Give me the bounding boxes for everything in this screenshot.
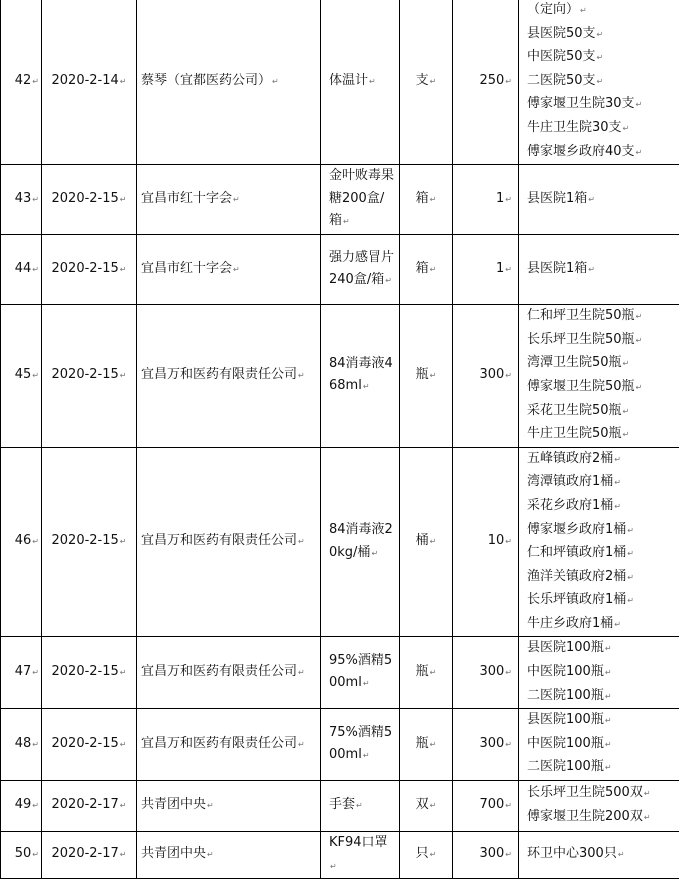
row-number-cell xyxy=(1,165,42,235)
item-unit-cell xyxy=(400,305,453,448)
item-quantity: 300 xyxy=(479,367,504,382)
item-quantity: 700 xyxy=(479,797,504,812)
item-quantity: 250 xyxy=(479,73,504,88)
return-mark: ↵ xyxy=(605,692,612,701)
destination-line xyxy=(527,471,677,495)
item-name-cell xyxy=(321,781,400,832)
item-quantity: 1 xyxy=(496,191,504,206)
donation-date-cell xyxy=(42,447,137,637)
destination-line xyxy=(527,613,677,637)
return-mark: ↵ xyxy=(636,312,643,321)
destination-line xyxy=(527,495,677,519)
return-mark: ↵ xyxy=(505,850,512,859)
return-mark: ↵ xyxy=(32,801,39,810)
return-mark: ↵ xyxy=(298,740,305,749)
row-number: 42 xyxy=(15,73,32,88)
return-mark: ↵ xyxy=(505,371,512,380)
destination-line xyxy=(527,733,677,757)
destination-cell xyxy=(519,832,679,879)
item-quantity-cell xyxy=(453,305,519,448)
return-mark: ↵ xyxy=(623,407,630,416)
donor-name: 蔡琴（宜都医药公司） xyxy=(141,73,271,88)
row-number-cell xyxy=(1,235,42,305)
item-name-cell xyxy=(321,235,400,305)
destination-cell xyxy=(519,0,679,165)
item-unit-cell xyxy=(400,637,453,709)
destination-text: 牛庄乡政府1桶 xyxy=(527,616,613,631)
return-mark: ↵ xyxy=(636,336,643,345)
donation-date-cell xyxy=(42,0,137,165)
donation-date-cell xyxy=(42,637,137,709)
item-quantity-cell xyxy=(453,447,519,637)
destination-line xyxy=(527,519,677,543)
destination-line xyxy=(527,423,677,447)
destination-line xyxy=(527,843,677,867)
item-quantity: 300 xyxy=(479,736,504,751)
donor-name: 宜昌万和医药有限责任公司 xyxy=(141,736,297,751)
return-mark: ↵ xyxy=(430,740,437,749)
return-mark: ↵ xyxy=(505,801,512,810)
item-unit-cell xyxy=(400,447,453,637)
destination-text: 中医院100瓶 xyxy=(527,736,604,751)
destination-text: 湾潭镇政府1桶 xyxy=(527,474,613,489)
donation-date: 2020-2-17 xyxy=(52,797,119,812)
return-mark: ↵ xyxy=(627,549,634,558)
item-name: 84消毒液468ml xyxy=(329,356,393,394)
item-unit-cell xyxy=(400,165,453,235)
destination-text: 县医院1箱 xyxy=(527,191,587,206)
return-mark: ↵ xyxy=(120,265,127,274)
return-mark: ↵ xyxy=(623,430,630,439)
destination-line xyxy=(527,806,677,830)
return-mark: ↵ xyxy=(505,195,512,204)
table-row xyxy=(1,447,679,637)
return-mark: ↵ xyxy=(298,537,305,546)
item-unit-cell xyxy=(400,781,453,832)
row-number: 45 xyxy=(15,367,32,382)
item-quantity-cell xyxy=(453,235,519,305)
destination-text: 渔洋关镇政府2桶 xyxy=(527,569,626,584)
item-name: 75%酒精500ml xyxy=(329,725,392,763)
return-mark: ↵ xyxy=(32,371,39,380)
item-name-cell xyxy=(321,832,400,879)
destination-line xyxy=(527,756,677,780)
destination-text: 县医院100瓶 xyxy=(527,712,604,727)
destination-text: 傅家堰卫生院30支 xyxy=(527,96,635,111)
destination-text: 湾潭卫生院50瓶 xyxy=(527,355,622,370)
return-mark: ↵ xyxy=(605,740,612,749)
donation-date: 2020-2-15 xyxy=(52,533,119,548)
row-number: 43 xyxy=(15,191,32,206)
return-mark: ↵ xyxy=(207,801,214,810)
destination-line xyxy=(527,637,677,661)
return-mark: ↵ xyxy=(430,195,437,204)
return-mark: ↵ xyxy=(207,850,214,859)
donation-date-cell xyxy=(42,709,137,781)
donor-name-cell xyxy=(137,0,321,165)
item-name: 手套 xyxy=(329,797,355,812)
return-mark: ↵ xyxy=(430,265,437,274)
return-mark: ↵ xyxy=(120,740,127,749)
item-name: KF94口罩 xyxy=(329,835,388,850)
return-mark: ↵ xyxy=(120,77,127,86)
return-mark: ↵ xyxy=(605,668,612,677)
destination-line xyxy=(527,352,677,376)
return-mark: ↵ xyxy=(32,537,39,546)
return-mark: ↵ xyxy=(363,679,370,688)
donation-date: 2020-2-14 xyxy=(52,73,119,88)
destination-text: 傅家堰乡政府40支 xyxy=(527,144,635,159)
destination-line xyxy=(527,709,677,733)
return-mark: ↵ xyxy=(233,265,240,274)
return-mark: ↵ xyxy=(605,763,612,772)
item-name: 84消毒液20kg/桶 xyxy=(329,522,393,560)
item-name: 强力感冒片240盒/箱 xyxy=(329,250,394,288)
destination-text: 牛庄卫生院30支 xyxy=(527,120,622,135)
destination-text: 二医院50支 xyxy=(527,73,596,88)
item-quantity: 10 xyxy=(488,533,505,548)
destination-line xyxy=(527,0,677,23)
donation-date-cell xyxy=(42,832,137,879)
item-unit-cell xyxy=(400,0,453,165)
item-unit: 桶 xyxy=(416,533,429,548)
return-mark: ↵ xyxy=(644,789,651,798)
donor-name: 共青团中央 xyxy=(141,846,206,861)
destination-text: 二医院100瓶 xyxy=(527,759,604,774)
return-mark: ↵ xyxy=(614,455,621,464)
return-mark: ↵ xyxy=(363,751,370,760)
destination-line xyxy=(527,258,677,282)
return-mark: ↵ xyxy=(636,100,643,109)
return-mark: ↵ xyxy=(588,265,595,274)
return-mark: ↵ xyxy=(636,383,643,392)
destination-line xyxy=(527,685,677,709)
destination-line xyxy=(527,542,677,566)
donor-name: 宜昌万和医药有限责任公司 xyxy=(141,664,297,679)
return-mark: ↵ xyxy=(614,620,621,629)
item-unit: 箱 xyxy=(416,261,429,276)
donor-name: 宜昌万和医药有限责任公司 xyxy=(141,533,297,548)
return-mark: ↵ xyxy=(505,740,512,749)
return-mark: ↵ xyxy=(597,53,604,62)
return-mark: ↵ xyxy=(623,359,630,368)
destination-line xyxy=(527,448,677,472)
donor-name-cell xyxy=(137,305,321,448)
destination-text: 牛庄卫生院50瓶 xyxy=(527,426,622,441)
item-name-cell xyxy=(321,165,400,235)
item-name-cell xyxy=(321,0,400,165)
return-mark: ↵ xyxy=(272,77,279,86)
row-number: 44 xyxy=(15,261,32,276)
donation-date: 2020-2-15 xyxy=(52,736,119,751)
destination-cell xyxy=(519,235,679,305)
destination-line xyxy=(527,305,677,329)
return-mark: ↵ xyxy=(385,276,392,285)
row-number-cell xyxy=(1,305,42,448)
return-mark: ↵ xyxy=(505,668,512,677)
item-quantity-cell xyxy=(453,781,519,832)
destination-line xyxy=(527,23,677,47)
return-mark: ↵ xyxy=(120,801,127,810)
return-mark: ↵ xyxy=(430,668,437,677)
item-name: 体温计 xyxy=(329,73,368,88)
table-row xyxy=(1,832,679,879)
destination-cell xyxy=(519,781,679,832)
item-quantity: 1 xyxy=(496,261,504,276)
donor-name-cell xyxy=(137,832,321,879)
destination-text: 傅家堰乡政府1桶 xyxy=(527,522,626,537)
item-unit: 瓶 xyxy=(416,367,429,382)
return-mark: ↵ xyxy=(32,740,39,749)
row-number-cell xyxy=(1,781,42,832)
return-mark: ↵ xyxy=(369,77,376,86)
destination-text: 县医院100瓶 xyxy=(527,640,604,655)
return-mark: ↵ xyxy=(627,526,634,535)
item-quantity-cell xyxy=(453,832,519,879)
destination-text: 县医院50支 xyxy=(527,26,596,41)
row-number-cell xyxy=(1,0,42,165)
item-name-cell xyxy=(321,637,400,709)
destination-line xyxy=(527,566,677,590)
destination-text: 采花乡政府1桶 xyxy=(527,498,613,513)
donation-date: 2020-2-17 xyxy=(52,846,119,861)
return-mark: ↵ xyxy=(371,549,378,558)
return-mark: ↵ xyxy=(623,124,630,133)
destination-text: 五峰镇政府2桶 xyxy=(527,451,613,466)
destination-line xyxy=(527,782,677,806)
item-unit: 只 xyxy=(416,846,429,861)
table-row xyxy=(1,0,679,165)
destination-text: 傅家堰卫生院200双 xyxy=(527,809,643,824)
return-mark: ↵ xyxy=(430,801,437,810)
table-row xyxy=(1,709,679,781)
item-quantity-cell xyxy=(453,709,519,781)
destination-line xyxy=(527,93,677,117)
return-mark: ↵ xyxy=(430,77,437,86)
destination-line xyxy=(527,589,677,613)
row-number-cell xyxy=(1,637,42,709)
return-mark: ↵ xyxy=(430,850,437,859)
return-mark: ↵ xyxy=(430,537,437,546)
item-quantity-cell xyxy=(453,165,519,235)
return-mark: ↵ xyxy=(605,644,612,653)
return-mark: ↵ xyxy=(627,596,634,605)
destination-text: 仁和坪卫生院50瓶 xyxy=(527,308,635,323)
return-mark: ↵ xyxy=(614,502,621,511)
return-mark: ↵ xyxy=(636,148,643,157)
return-mark: ↵ xyxy=(597,77,604,86)
return-mark: ↵ xyxy=(298,668,305,677)
row-number: 46 xyxy=(15,533,32,548)
return-mark: ↵ xyxy=(627,573,634,582)
destination-text: 仁和坪镇政府1桶 xyxy=(527,545,626,560)
destination-line xyxy=(527,70,677,94)
destination-text: 长乐坪卫生院50瓶 xyxy=(527,332,635,347)
donor-name-cell xyxy=(137,781,321,832)
donor-name-cell xyxy=(137,447,321,637)
table-row xyxy=(1,781,679,832)
item-name: 95%酒精500ml xyxy=(329,653,392,691)
item-unit: 双 xyxy=(416,797,429,812)
return-mark: ↵ xyxy=(120,850,127,859)
return-mark: ↵ xyxy=(505,537,512,546)
donation-date: 2020-2-15 xyxy=(52,664,119,679)
return-mark: ↵ xyxy=(363,382,370,391)
destination-line xyxy=(527,661,677,685)
item-quantity: 300 xyxy=(479,846,504,861)
item-unit: 瓶 xyxy=(416,736,429,751)
item-unit-cell xyxy=(400,235,453,305)
donor-name: 宜昌市红十字会 xyxy=(141,261,232,276)
return-mark: ↵ xyxy=(32,265,39,274)
destination-text: 傅家堰卫生院50瓶 xyxy=(527,379,635,394)
item-unit-cell xyxy=(400,709,453,781)
return-mark: ↵ xyxy=(120,195,127,204)
item-name-cell xyxy=(321,709,400,781)
table-row xyxy=(1,637,679,709)
donation-date: 2020-2-15 xyxy=(52,261,119,276)
return-mark: ↵ xyxy=(597,30,604,39)
item-unit-cell xyxy=(400,832,453,879)
donation-date: 2020-2-15 xyxy=(52,367,119,382)
return-mark: ↵ xyxy=(32,850,39,859)
item-quantity: 300 xyxy=(479,664,504,679)
donor-name: 共青团中央 xyxy=(141,797,206,812)
destination-line xyxy=(527,46,677,70)
destination-text: 中医院50支 xyxy=(527,49,596,64)
destination-text: 环卫中心300只 xyxy=(527,846,617,861)
return-mark: ↵ xyxy=(588,195,595,204)
destination-text: （定向） xyxy=(527,2,579,17)
donation-date-cell xyxy=(42,305,137,448)
return-mark: ↵ xyxy=(32,195,39,204)
destination-cell xyxy=(519,709,679,781)
destination-text: 长乐坪镇政府1桶 xyxy=(527,592,626,607)
return-mark: ↵ xyxy=(298,371,305,380)
destination-cell xyxy=(519,637,679,709)
item-name: 金叶败毒果糖200盒/箱 xyxy=(329,168,394,228)
item-quantity-cell xyxy=(453,637,519,709)
destination-line xyxy=(527,188,677,212)
return-mark: ↵ xyxy=(120,537,127,546)
donor-name-cell xyxy=(137,235,321,305)
destination-text: 中医院100瓶 xyxy=(527,664,604,679)
row-number: 47 xyxy=(15,664,32,679)
donor-name: 宜昌市红十字会 xyxy=(141,191,232,206)
donation-date-cell xyxy=(42,781,137,832)
destination-cell xyxy=(519,165,679,235)
donation-date-cell xyxy=(42,165,137,235)
destination-line xyxy=(527,376,677,400)
item-name-cell xyxy=(321,305,400,448)
donor-name: 宜昌万和医药有限责任公司 xyxy=(141,367,297,382)
row-number: 49 xyxy=(15,797,32,812)
return-mark: ↵ xyxy=(330,862,337,871)
item-unit: 支 xyxy=(416,73,429,88)
donor-name-cell xyxy=(137,165,321,235)
return-mark: ↵ xyxy=(605,716,612,725)
destination-line xyxy=(527,141,677,165)
return-mark: ↵ xyxy=(343,217,350,226)
table-row xyxy=(1,235,679,305)
destination-text: 采花卫生院50瓶 xyxy=(527,403,622,418)
destination-line xyxy=(527,400,677,424)
item-unit: 瓶 xyxy=(416,664,429,679)
row-number: 50 xyxy=(15,846,32,861)
destination-line xyxy=(527,117,677,141)
return-mark: ↵ xyxy=(505,265,512,274)
row-number-cell xyxy=(1,709,42,781)
destination-cell xyxy=(519,305,679,448)
row-number-cell xyxy=(1,832,42,879)
return-mark: ↵ xyxy=(644,813,651,822)
donation-date-cell xyxy=(42,235,137,305)
return-mark: ↵ xyxy=(505,77,512,86)
item-unit: 箱 xyxy=(416,191,429,206)
item-name-cell xyxy=(321,447,400,637)
row-number-cell xyxy=(1,447,42,637)
item-quantity-cell xyxy=(453,0,519,165)
table-row xyxy=(1,165,679,235)
return-mark: ↵ xyxy=(614,478,621,487)
return-mark: ↵ xyxy=(580,6,587,15)
destination-text: 长乐坪卫生院500双 xyxy=(527,785,643,800)
return-mark: ↵ xyxy=(32,668,39,677)
return-mark: ↵ xyxy=(356,801,363,810)
destination-line xyxy=(527,329,677,353)
destination-text: 二医院100瓶 xyxy=(527,688,604,703)
destination-cell xyxy=(519,447,679,637)
donor-name-cell xyxy=(137,637,321,709)
donor-name-cell xyxy=(137,709,321,781)
return-mark: ↵ xyxy=(233,195,240,204)
return-mark: ↵ xyxy=(430,371,437,380)
return-mark: ↵ xyxy=(120,668,127,677)
destination-text: 县医院1箱 xyxy=(527,261,587,276)
return-mark: ↵ xyxy=(120,371,127,380)
return-mark: ↵ xyxy=(32,77,39,86)
return-mark: ↵ xyxy=(618,850,625,859)
donation-date: 2020-2-15 xyxy=(52,191,119,206)
table-row xyxy=(1,305,679,448)
row-number: 48 xyxy=(15,736,32,751)
